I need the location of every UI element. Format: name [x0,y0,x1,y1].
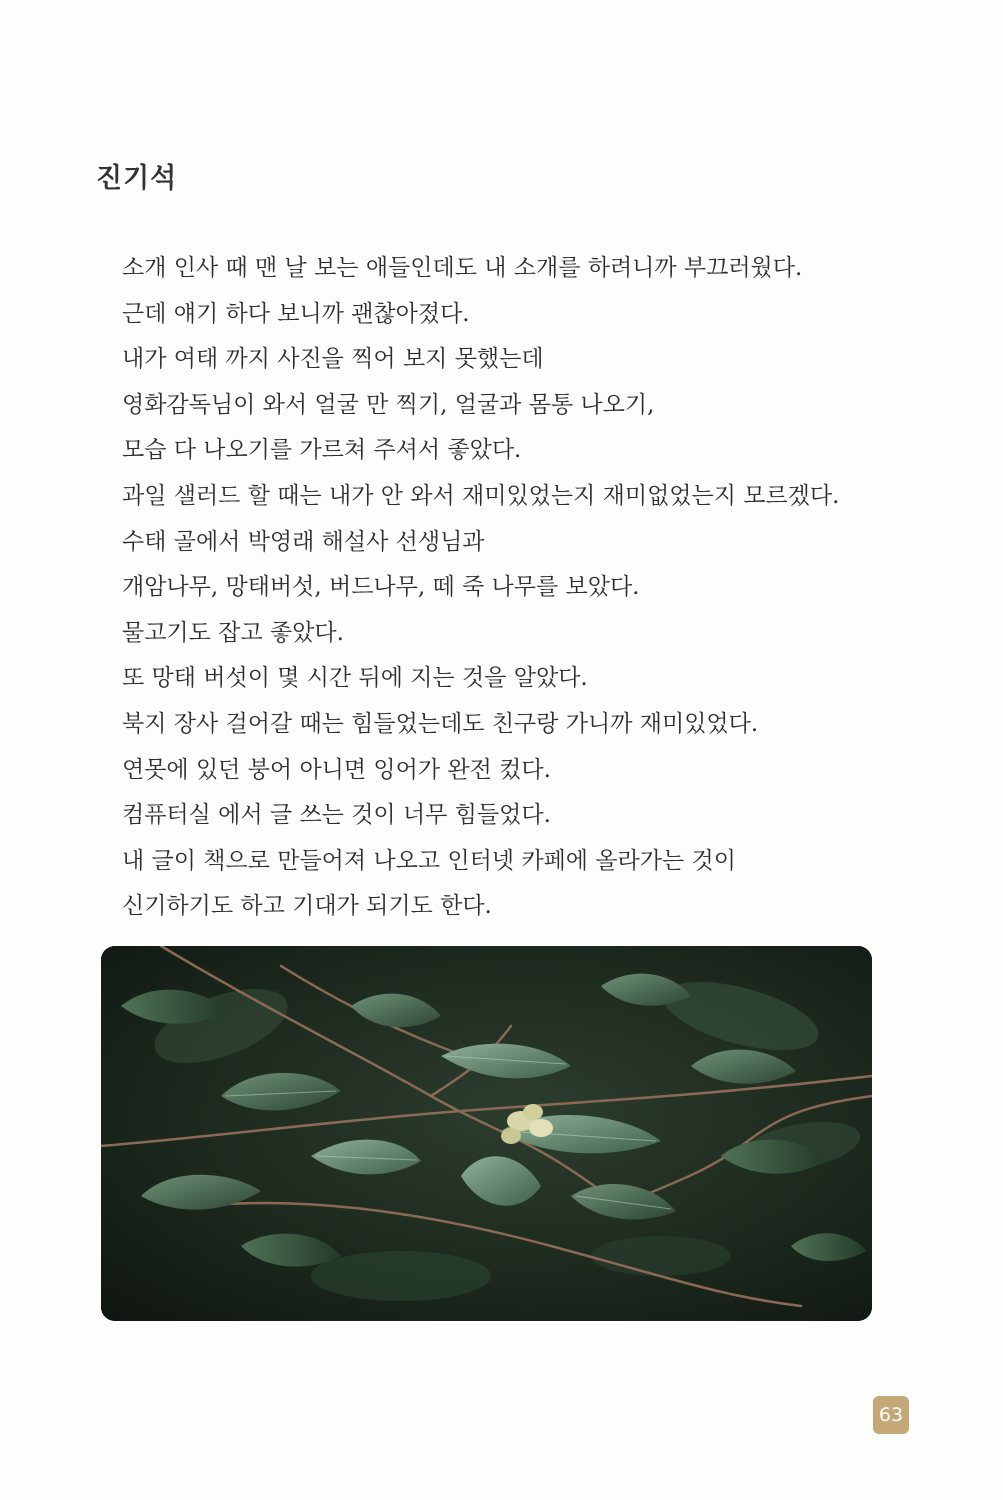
poem-line: 모습 다 나오기를 가르쳐 주셔서 좋았다. [122,437,522,464]
author-name: 진기석 [96,163,178,194]
poem-line: 내가 여태 까지 사진을 찍어 보지 못했는데 [122,346,544,373]
poem-line: 과일 샐러드 할 때는 내가 안 와서 재미있었는지 재미없었는지 모르겠다. [122,482,840,509]
poem-line: 개암나무, 망태버섯, 버드나무, 떼 죽 나무를 보았다. [122,574,640,601]
poem-line: 또 망태 버섯이 몇 시간 뒤에 지는 것을 알았다. [122,665,588,692]
poem-line: 신기하기도 하고 기대가 되기도 한다. [122,893,492,920]
poem-line: 내 글이 책으로 만들어져 나오고 인터넷 카페에 올라가는 것이 [122,847,736,874]
poem-text [122,246,922,930]
leaf-photo [101,946,872,1321]
poem-line: 수태 골에서 박영래 해설사 선생님과 [122,528,485,555]
poem-line: 영화감독님이 와서 얼굴 만 찍기, 얼굴과 몸통 나오기, [122,391,655,418]
poem-line: 근데 얘기 하다 보니까 괜찮아졌다. [122,300,470,327]
leaf-photo-illustration [101,946,872,1321]
poem-line: 북지 장사 걸어갈 때는 힘들었는데도 친구랑 가니까 재미있었다. [122,710,759,737]
poem-line: 컴퓨터실 에서 글 쓰는 것이 너무 힘들었다. [122,802,551,829]
poem-line: 소개 인사 때 맨 날 보는 애들인데도 내 소개를 하려니까 부끄러웠다. [122,255,803,281]
page-number-badge: 63 [873,1396,909,1434]
poem-line: 연못에 있던 붕어 아니면 잉어가 완전 컸다. [122,756,551,783]
poem-line: 물고기도 잡고 좋았다. [122,619,344,646]
